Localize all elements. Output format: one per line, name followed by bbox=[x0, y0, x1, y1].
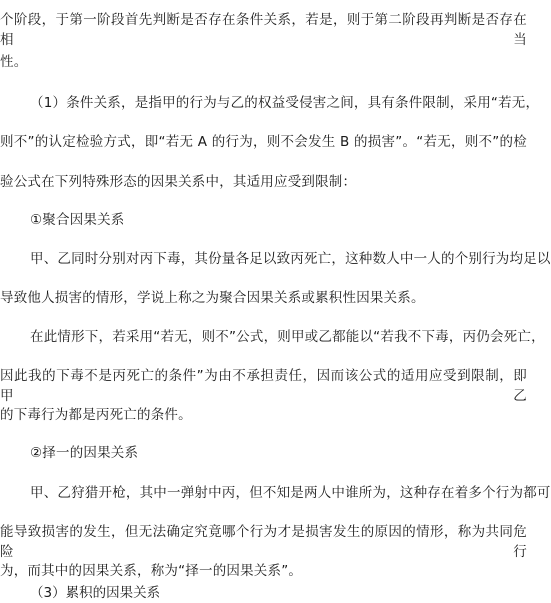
partial-line-clip bbox=[0, 585, 527, 603]
text-line-11: 的下毒行为都是丙死亡的条件。 bbox=[0, 407, 192, 423]
section-heading-1: ①聚合因果关系 bbox=[30, 212, 125, 228]
text-line-1: 个阶段，于第一阶段首先判断是否存在条件关系，若是，则于第二阶段再判断是否存在相当 bbox=[0, 12, 527, 48]
text-line-3: （1）条件关系，是指甲的行为与乙的权益受侵害之间，具有条件限制，采用“若无， bbox=[30, 95, 540, 111]
text-line-4: 则不”的认定检验方式，即“若无 A 的行为，则不会发生 B 的损害”。“若无，则不”的检 bbox=[0, 134, 527, 150]
text-line-14: 能导致损害的发生，但无法确定究竟哪个行为才是损害发生的原因的情形，称为共同危险行 bbox=[0, 524, 527, 560]
text-line-8: 导致他人损害的情形，学说上称之为聚合因果关系或累积性因果关系。 bbox=[0, 290, 425, 306]
text-line-9: 在此情形下，若采用“若无，则不”公式，则甲或乙都能以“若我不下毒，丙仍会死亡， bbox=[30, 329, 545, 345]
section-heading-2: ②择一的因果关系 bbox=[30, 445, 139, 461]
text-line-2: 性。 bbox=[0, 54, 28, 70]
text-line-5: 验公式在下列特殊形态的因果关系中，其适用应受到限制： bbox=[0, 174, 357, 190]
text-line-10: 因此我的下毒不是丙死亡的条件”为由不承担责任，因而该公式的适用应受到限制，即甲乙 bbox=[0, 368, 527, 404]
text-line-13: 甲、乙狩猎开枪，其中一弹射中丙，但不知是两人中谁所为，这种存在着多个行为都可 bbox=[30, 485, 551, 501]
text-line-16-partial: （3）累积的因果关系 bbox=[30, 585, 161, 601]
text-line-15: 为，而其中的因果关系，称为“择一的因果关系”。 bbox=[0, 563, 303, 579]
text-line-7: 甲、乙同时分别对丙下毒，其份量各足以致丙死亡，这种数人中一人的个别行为均足以 bbox=[30, 251, 551, 267]
